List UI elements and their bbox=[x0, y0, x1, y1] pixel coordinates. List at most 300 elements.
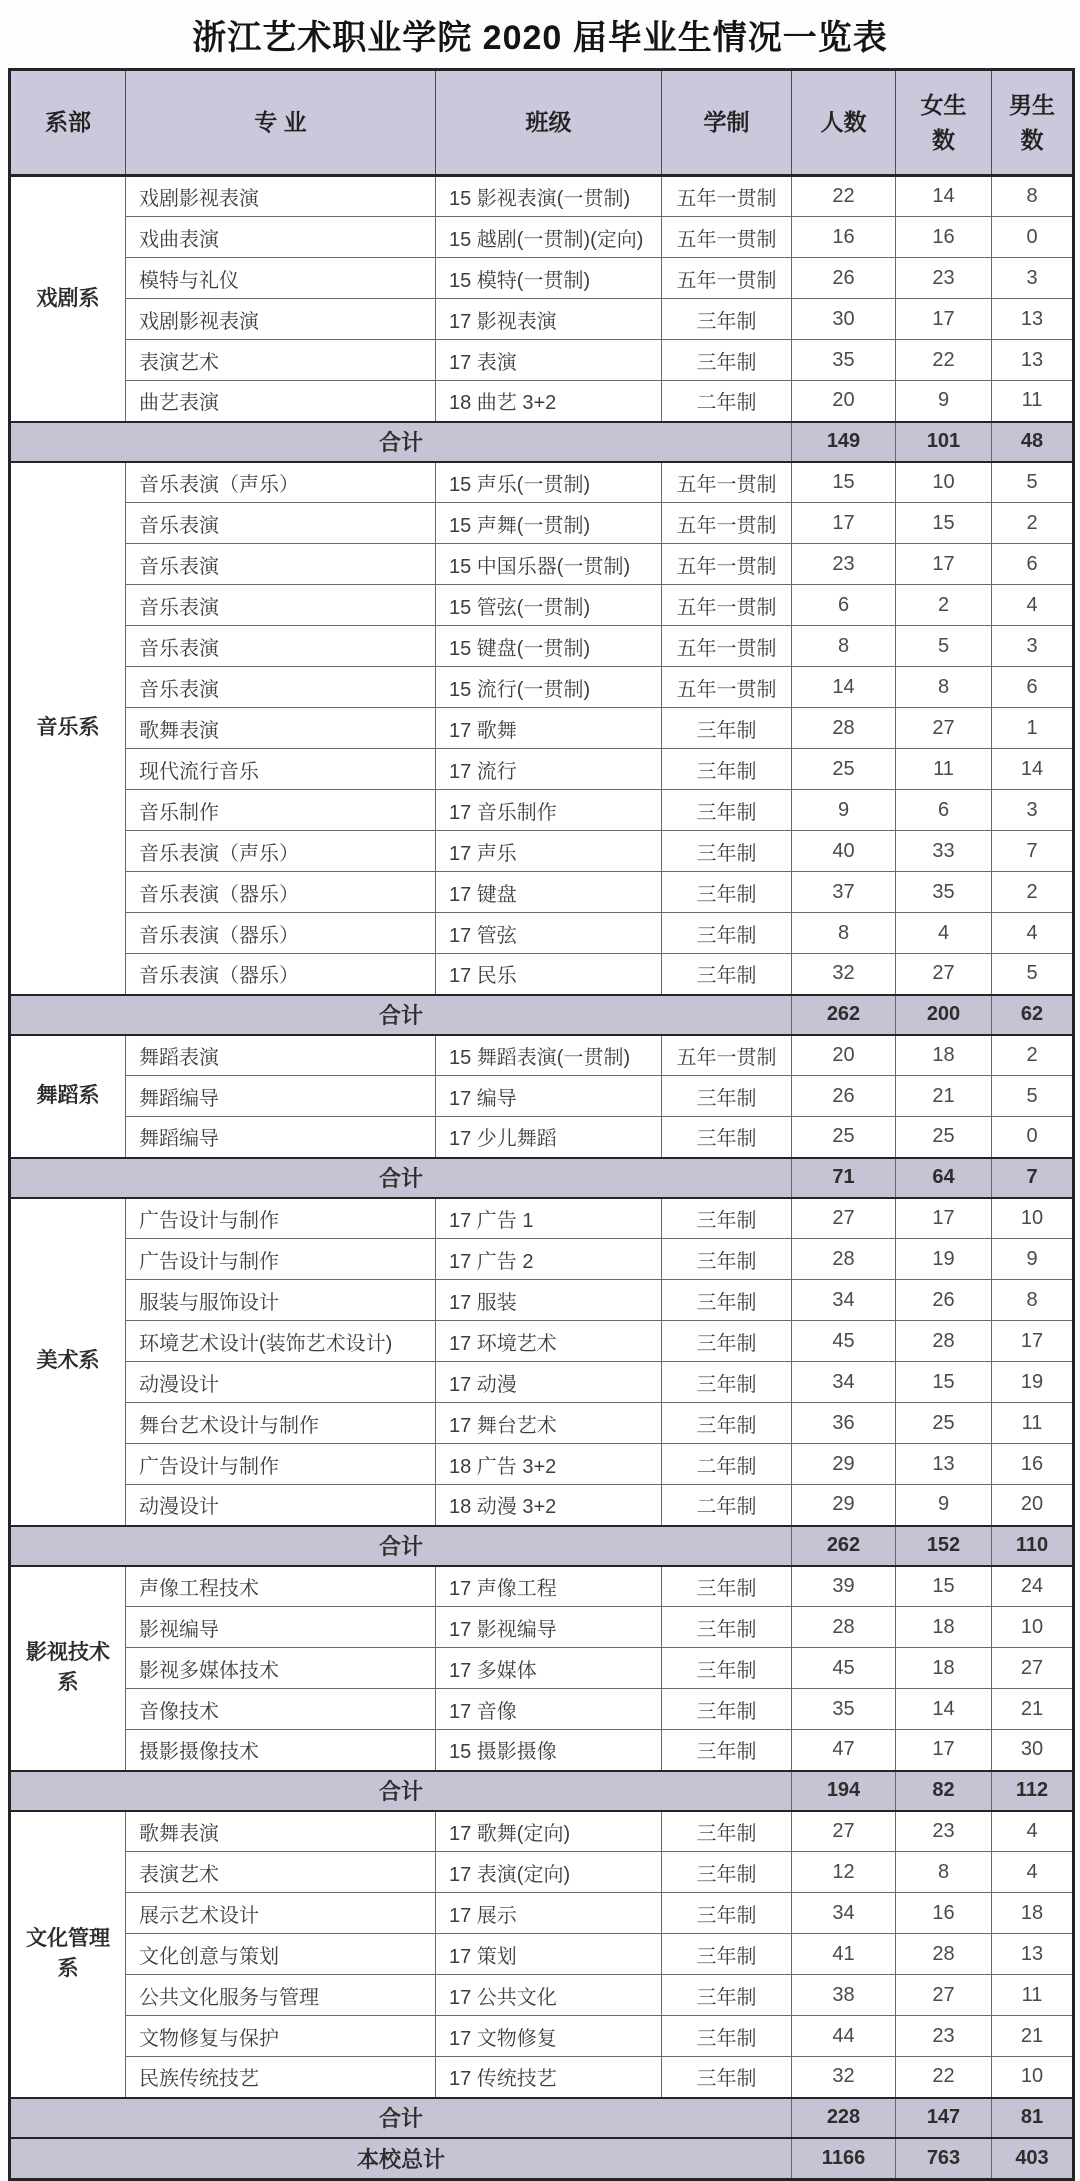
subtotal-male-cell: 81 bbox=[992, 2098, 1074, 2138]
female-cell: 22 bbox=[896, 340, 992, 381]
major-cell: 曲艺表演 bbox=[126, 381, 436, 422]
duration-cell: 三年制 bbox=[662, 1852, 792, 1893]
class-cell: 17 影视表演 bbox=[436, 299, 662, 340]
class-cell: 17 广告 2 bbox=[436, 1239, 662, 1280]
subtotal-row bbox=[10, 1158, 1074, 1198]
subtotal-label: 合计 bbox=[10, 2098, 792, 2138]
class-cell: 15 声乐(一贯制) bbox=[436, 462, 662, 503]
table-row bbox=[10, 1975, 1074, 2016]
female-cell: 21 bbox=[896, 1076, 992, 1117]
duration-cell: 五年一贯制 bbox=[662, 667, 792, 708]
class-cell: 17 文物修复 bbox=[436, 2016, 662, 2057]
major-cell: 表演艺术 bbox=[126, 1852, 436, 1893]
total-cell: 30 bbox=[792, 299, 896, 340]
female-cell: 17 bbox=[896, 544, 992, 585]
class-cell: 17 传统技艺 bbox=[436, 2057, 662, 2098]
table-row bbox=[10, 1198, 1074, 1239]
female-cell: 16 bbox=[896, 1893, 992, 1934]
major-cell: 音乐表演（器乐） bbox=[126, 913, 436, 954]
table-row bbox=[10, 340, 1074, 381]
duration-cell: 二年制 bbox=[662, 1485, 792, 1526]
male-cell: 2 bbox=[992, 503, 1074, 544]
male-cell: 11 bbox=[992, 1403, 1074, 1444]
grand-total-row bbox=[10, 2138, 1074, 2180]
major-cell: 舞蹈编导 bbox=[126, 1076, 436, 1117]
duration-cell: 三年制 bbox=[662, 1893, 792, 1934]
table-row bbox=[10, 1852, 1074, 1893]
table-row bbox=[10, 1035, 1074, 1076]
total-cell: 17 bbox=[792, 503, 896, 544]
table-row bbox=[10, 913, 1074, 954]
total-cell: 26 bbox=[792, 258, 896, 299]
duration-cell: 三年制 bbox=[662, 2016, 792, 2057]
total-cell: 36 bbox=[792, 1403, 896, 1444]
duration-cell: 三年制 bbox=[662, 749, 792, 790]
table-row bbox=[10, 1280, 1074, 1321]
major-cell: 环境艺术设计(装饰艺术设计) bbox=[126, 1321, 436, 1362]
col-header-male: 男生数 bbox=[992, 70, 1074, 176]
major-cell: 音乐制作 bbox=[126, 790, 436, 831]
class-cell: 18 曲艺 3+2 bbox=[436, 381, 662, 422]
total-cell: 32 bbox=[792, 954, 896, 995]
duration-cell: 三年制 bbox=[662, 790, 792, 831]
male-cell: 16 bbox=[992, 1444, 1074, 1485]
duration-cell: 五年一贯制 bbox=[662, 585, 792, 626]
subtotal-row bbox=[10, 422, 1074, 462]
male-cell: 3 bbox=[992, 790, 1074, 831]
duration-cell: 三年制 bbox=[662, 2057, 792, 2098]
duration-cell: 三年制 bbox=[662, 954, 792, 995]
total-cell: 32 bbox=[792, 2057, 896, 2098]
major-cell: 广告设计与制作 bbox=[126, 1444, 436, 1485]
female-cell: 10 bbox=[896, 462, 992, 503]
duration-cell: 五年一贯制 bbox=[662, 176, 792, 217]
total-cell: 25 bbox=[792, 749, 896, 790]
grand-total-cell: 1166 bbox=[792, 2138, 896, 2180]
male-cell: 4 bbox=[992, 1811, 1074, 1852]
class-cell: 18 广告 3+2 bbox=[436, 1444, 662, 1485]
male-cell: 27 bbox=[992, 1648, 1074, 1689]
female-cell: 28 bbox=[896, 1934, 992, 1975]
duration-cell: 五年一贯制 bbox=[662, 258, 792, 299]
total-cell: 45 bbox=[792, 1648, 896, 1689]
department-cell: 音乐系 bbox=[10, 462, 126, 995]
male-cell: 10 bbox=[992, 2057, 1074, 2098]
subtotal-female-cell: 152 bbox=[896, 1526, 992, 1566]
total-cell: 47 bbox=[792, 1730, 896, 1771]
department-cell: 文化管理系 bbox=[10, 1811, 126, 2098]
total-cell: 27 bbox=[792, 1198, 896, 1239]
department-cell: 戏剧系 bbox=[10, 176, 126, 422]
class-cell: 17 公共文化 bbox=[436, 1975, 662, 2016]
table-row bbox=[10, 749, 1074, 790]
female-cell: 23 bbox=[896, 1811, 992, 1852]
major-cell: 音乐表演 bbox=[126, 503, 436, 544]
table-row bbox=[10, 1239, 1074, 1280]
major-cell: 音乐表演（器乐） bbox=[126, 954, 436, 995]
female-cell: 33 bbox=[896, 831, 992, 872]
class-cell: 17 广告 1 bbox=[436, 1198, 662, 1239]
female-cell: 8 bbox=[896, 1852, 992, 1893]
female-cell: 22 bbox=[896, 2057, 992, 2098]
male-cell: 30 bbox=[992, 1730, 1074, 1771]
male-cell: 5 bbox=[992, 462, 1074, 503]
subtotal-female-cell: 147 bbox=[896, 2098, 992, 2138]
female-cell: 14 bbox=[896, 1689, 992, 1730]
total-cell: 20 bbox=[792, 1035, 896, 1076]
class-cell: 15 模特(一贯制) bbox=[436, 258, 662, 299]
table-row bbox=[10, 708, 1074, 749]
class-cell: 17 音乐制作 bbox=[436, 790, 662, 831]
total-cell: 22 bbox=[792, 176, 896, 217]
table-row bbox=[10, 544, 1074, 585]
duration-cell: 三年制 bbox=[662, 1607, 792, 1648]
female-cell: 15 bbox=[896, 503, 992, 544]
table-row bbox=[10, 872, 1074, 913]
duration-cell: 三年制 bbox=[662, 1280, 792, 1321]
major-cell: 音乐表演 bbox=[126, 667, 436, 708]
male-cell: 2 bbox=[992, 872, 1074, 913]
table-row bbox=[10, 217, 1074, 258]
class-cell: 17 音像 bbox=[436, 1689, 662, 1730]
class-cell: 18 动漫 3+2 bbox=[436, 1485, 662, 1526]
major-cell: 动漫设计 bbox=[126, 1485, 436, 1526]
class-cell: 17 声像工程 bbox=[436, 1566, 662, 1607]
subtotal-total-cell: 262 bbox=[792, 995, 896, 1035]
table-row bbox=[10, 2016, 1074, 2057]
class-cell: 17 歌舞(定向) bbox=[436, 1811, 662, 1852]
female-cell: 25 bbox=[896, 1117, 992, 1158]
duration-cell: 三年制 bbox=[662, 340, 792, 381]
male-cell: 7 bbox=[992, 831, 1074, 872]
major-cell: 文物修复与保护 bbox=[126, 2016, 436, 2057]
table-row bbox=[10, 462, 1074, 503]
male-cell: 19 bbox=[992, 1362, 1074, 1403]
class-cell: 17 多媒体 bbox=[436, 1648, 662, 1689]
male-cell: 4 bbox=[992, 585, 1074, 626]
female-cell: 6 bbox=[896, 790, 992, 831]
duration-cell: 三年制 bbox=[662, 1934, 792, 1975]
subtotal-female-cell: 64 bbox=[896, 1158, 992, 1198]
male-cell: 9 bbox=[992, 1239, 1074, 1280]
female-cell: 18 bbox=[896, 1607, 992, 1648]
major-cell: 舞蹈表演 bbox=[126, 1035, 436, 1076]
major-cell: 戏剧影视表演 bbox=[126, 299, 436, 340]
table-row bbox=[10, 1811, 1074, 1852]
male-cell: 0 bbox=[992, 217, 1074, 258]
table-row bbox=[10, 667, 1074, 708]
col-header-department: 系部 bbox=[10, 70, 126, 176]
total-cell: 45 bbox=[792, 1321, 896, 1362]
subtotal-label: 合计 bbox=[10, 422, 792, 462]
total-cell: 29 bbox=[792, 1444, 896, 1485]
class-cell: 15 声舞(一贯制) bbox=[436, 503, 662, 544]
class-cell: 17 少儿舞蹈 bbox=[436, 1117, 662, 1158]
table-row bbox=[10, 1934, 1074, 1975]
major-cell: 戏曲表演 bbox=[126, 217, 436, 258]
male-cell: 1 bbox=[992, 708, 1074, 749]
total-cell: 9 bbox=[792, 790, 896, 831]
subtotal-total-cell: 71 bbox=[792, 1158, 896, 1198]
total-cell: 44 bbox=[792, 2016, 896, 2057]
subtotal-male-cell: 62 bbox=[992, 995, 1074, 1035]
table-row bbox=[10, 1403, 1074, 1444]
duration-cell: 五年一贯制 bbox=[662, 217, 792, 258]
duration-cell: 三年制 bbox=[662, 1321, 792, 1362]
total-cell: 20 bbox=[792, 381, 896, 422]
table-header bbox=[10, 70, 1074, 176]
class-cell: 15 舞蹈表演(一贯制) bbox=[436, 1035, 662, 1076]
table-row bbox=[10, 1321, 1074, 1362]
duration-cell: 五年一贯制 bbox=[662, 626, 792, 667]
subtotal-row bbox=[10, 1526, 1074, 1566]
total-cell: 23 bbox=[792, 544, 896, 585]
duration-cell: 三年制 bbox=[662, 913, 792, 954]
duration-cell: 三年制 bbox=[662, 1198, 792, 1239]
male-cell: 10 bbox=[992, 1198, 1074, 1239]
male-cell: 4 bbox=[992, 1852, 1074, 1893]
class-cell: 17 动漫 bbox=[436, 1362, 662, 1403]
subtotal-total-cell: 262 bbox=[792, 1526, 896, 1566]
table-row bbox=[10, 1076, 1074, 1117]
subtotal-label: 合计 bbox=[10, 995, 792, 1035]
duration-cell: 三年制 bbox=[662, 708, 792, 749]
department-cell: 美术系 bbox=[10, 1198, 126, 1526]
major-cell: 动漫设计 bbox=[126, 1362, 436, 1403]
grand-male-cell: 403 bbox=[992, 2138, 1074, 2180]
duration-cell: 五年一贯制 bbox=[662, 1035, 792, 1076]
table-row bbox=[10, 2057, 1074, 2098]
total-cell: 37 bbox=[792, 872, 896, 913]
major-cell: 影视编导 bbox=[126, 1607, 436, 1648]
duration-cell: 三年制 bbox=[662, 1117, 792, 1158]
total-cell: 39 bbox=[792, 1566, 896, 1607]
female-cell: 4 bbox=[896, 913, 992, 954]
female-cell: 27 bbox=[896, 1975, 992, 2016]
duration-cell: 三年制 bbox=[662, 1811, 792, 1852]
subtotal-row bbox=[10, 2098, 1074, 2138]
total-cell: 8 bbox=[792, 913, 896, 954]
male-cell: 2 bbox=[992, 1035, 1074, 1076]
class-cell: 17 服装 bbox=[436, 1280, 662, 1321]
class-cell: 17 环境艺术 bbox=[436, 1321, 662, 1362]
major-cell: 音乐表演 bbox=[126, 544, 436, 585]
department-cell: 舞蹈系 bbox=[10, 1035, 126, 1158]
class-cell: 17 编导 bbox=[436, 1076, 662, 1117]
duration-cell: 五年一贯制 bbox=[662, 544, 792, 585]
male-cell: 13 bbox=[992, 1934, 1074, 1975]
total-cell: 34 bbox=[792, 1362, 896, 1403]
male-cell: 14 bbox=[992, 749, 1074, 790]
page-title: 浙江艺术职业学院 2020 届毕业生情况一览表 bbox=[192, 19, 888, 57]
major-cell: 摄影摄像技术 bbox=[126, 1730, 436, 1771]
subtotal-label: 合计 bbox=[10, 1526, 792, 1566]
table-row bbox=[10, 1566, 1074, 1607]
class-cell: 15 影视表演(一贯制) bbox=[436, 176, 662, 217]
female-cell: 2 bbox=[896, 585, 992, 626]
total-cell: 35 bbox=[792, 1689, 896, 1730]
major-cell: 舞台艺术设计与制作 bbox=[126, 1403, 436, 1444]
male-cell: 4 bbox=[992, 913, 1074, 954]
class-cell: 15 越剧(一贯制)(定向) bbox=[436, 217, 662, 258]
class-cell: 17 民乐 bbox=[436, 954, 662, 995]
male-cell: 21 bbox=[992, 2016, 1074, 2057]
class-cell: 17 歌舞 bbox=[436, 708, 662, 749]
subtotal-male-cell: 112 bbox=[992, 1771, 1074, 1811]
female-cell: 26 bbox=[896, 1280, 992, 1321]
female-cell: 15 bbox=[896, 1566, 992, 1607]
total-cell: 34 bbox=[792, 1280, 896, 1321]
subtotal-total-cell: 194 bbox=[792, 1771, 896, 1811]
male-cell: 17 bbox=[992, 1321, 1074, 1362]
male-cell: 5 bbox=[992, 954, 1074, 995]
class-cell: 17 表演 bbox=[436, 340, 662, 381]
subtotal-label: 合计 bbox=[10, 1771, 792, 1811]
table-row bbox=[10, 1730, 1074, 1771]
major-cell: 音像技术 bbox=[126, 1689, 436, 1730]
major-cell: 广告设计与制作 bbox=[126, 1239, 436, 1280]
male-cell: 24 bbox=[992, 1566, 1074, 1607]
male-cell: 13 bbox=[992, 340, 1074, 381]
table-row bbox=[10, 626, 1074, 667]
major-cell: 民族传统技艺 bbox=[126, 2057, 436, 2098]
subtotal-row bbox=[10, 995, 1074, 1035]
female-cell: 19 bbox=[896, 1239, 992, 1280]
major-cell: 模特与礼仪 bbox=[126, 258, 436, 299]
male-cell: 6 bbox=[992, 667, 1074, 708]
major-cell: 声像工程技术 bbox=[126, 1566, 436, 1607]
male-cell: 11 bbox=[992, 381, 1074, 422]
female-cell: 17 bbox=[896, 1198, 992, 1239]
class-cell: 15 流行(一贯制) bbox=[436, 667, 662, 708]
subtotal-row bbox=[10, 1771, 1074, 1811]
total-cell: 28 bbox=[792, 1239, 896, 1280]
male-cell: 18 bbox=[992, 1893, 1074, 1934]
female-cell: 18 bbox=[896, 1648, 992, 1689]
duration-cell: 三年制 bbox=[662, 1689, 792, 1730]
subtotal-female-cell: 82 bbox=[896, 1771, 992, 1811]
female-cell: 28 bbox=[896, 1321, 992, 1362]
male-cell: 10 bbox=[992, 1607, 1074, 1648]
total-cell: 27 bbox=[792, 1811, 896, 1852]
female-cell: 9 bbox=[896, 1485, 992, 1526]
class-cell: 17 展示 bbox=[436, 1893, 662, 1934]
class-cell: 17 表演(定向) bbox=[436, 1852, 662, 1893]
duration-cell: 三年制 bbox=[662, 1648, 792, 1689]
total-cell: 28 bbox=[792, 708, 896, 749]
total-cell: 14 bbox=[792, 667, 896, 708]
duration-cell: 三年制 bbox=[662, 872, 792, 913]
grand-female-cell: 763 bbox=[896, 2138, 992, 2180]
female-cell: 17 bbox=[896, 299, 992, 340]
female-cell: 27 bbox=[896, 954, 992, 995]
female-cell: 27 bbox=[896, 708, 992, 749]
female-cell: 9 bbox=[896, 381, 992, 422]
female-cell: 18 bbox=[896, 1035, 992, 1076]
table-body bbox=[10, 176, 1074, 2180]
table-row bbox=[10, 1648, 1074, 1689]
male-cell: 21 bbox=[992, 1689, 1074, 1730]
table-row bbox=[10, 585, 1074, 626]
total-cell: 25 bbox=[792, 1117, 896, 1158]
female-cell: 16 bbox=[896, 217, 992, 258]
major-cell: 现代流行音乐 bbox=[126, 749, 436, 790]
col-header-duration: 学制 bbox=[662, 70, 792, 176]
major-cell: 音乐表演（声乐） bbox=[126, 462, 436, 503]
table-row bbox=[10, 1893, 1074, 1934]
table-row bbox=[10, 299, 1074, 340]
table-row bbox=[10, 1689, 1074, 1730]
duration-cell: 三年制 bbox=[662, 1975, 792, 2016]
total-cell: 41 bbox=[792, 1934, 896, 1975]
class-cell: 15 管弦(一贯制) bbox=[436, 585, 662, 626]
table-row bbox=[10, 790, 1074, 831]
total-cell: 16 bbox=[792, 217, 896, 258]
class-cell: 17 影视编导 bbox=[436, 1607, 662, 1648]
major-cell: 表演艺术 bbox=[126, 340, 436, 381]
table-row bbox=[10, 1117, 1074, 1158]
subtotal-label: 合计 bbox=[10, 1158, 792, 1198]
total-cell: 34 bbox=[792, 1893, 896, 1934]
table-row bbox=[10, 176, 1074, 217]
duration-cell: 三年制 bbox=[662, 1076, 792, 1117]
male-cell: 6 bbox=[992, 544, 1074, 585]
col-header-class: 班级 bbox=[436, 70, 662, 176]
total-cell: 35 bbox=[792, 340, 896, 381]
male-cell: 13 bbox=[992, 299, 1074, 340]
class-cell: 15 键盘(一贯制) bbox=[436, 626, 662, 667]
duration-cell: 三年制 bbox=[662, 299, 792, 340]
major-cell: 歌舞表演 bbox=[126, 708, 436, 749]
duration-cell: 五年一贯制 bbox=[662, 503, 792, 544]
major-cell: 舞蹈编导 bbox=[126, 1117, 436, 1158]
table-row bbox=[10, 1485, 1074, 1526]
table-row bbox=[10, 1362, 1074, 1403]
major-cell: 展示艺术设计 bbox=[126, 1893, 436, 1934]
subtotal-male-cell: 110 bbox=[992, 1526, 1074, 1566]
female-cell: 5 bbox=[896, 626, 992, 667]
female-cell: 14 bbox=[896, 176, 992, 217]
major-cell: 公共文化服务与管理 bbox=[126, 1975, 436, 2016]
total-cell: 6 bbox=[792, 585, 896, 626]
subtotal-female-cell: 200 bbox=[896, 995, 992, 1035]
female-cell: 11 bbox=[896, 749, 992, 790]
class-cell: 17 流行 bbox=[436, 749, 662, 790]
duration-cell: 二年制 bbox=[662, 381, 792, 422]
department-cell: 影视技术系 bbox=[10, 1566, 126, 1771]
major-cell: 广告设计与制作 bbox=[126, 1198, 436, 1239]
male-cell: 11 bbox=[992, 1975, 1074, 2016]
header-row bbox=[10, 70, 1074, 176]
class-cell: 17 声乐 bbox=[436, 831, 662, 872]
major-cell: 服装与服饰设计 bbox=[126, 1280, 436, 1321]
major-cell: 歌舞表演 bbox=[126, 1811, 436, 1852]
major-cell: 影视多媒体技术 bbox=[126, 1648, 436, 1689]
female-cell: 35 bbox=[896, 872, 992, 913]
total-cell: 26 bbox=[792, 1076, 896, 1117]
male-cell: 8 bbox=[992, 176, 1074, 217]
total-cell: 15 bbox=[792, 462, 896, 503]
major-cell: 文化创意与策划 bbox=[126, 1934, 436, 1975]
grand-total-label: 本校总计 bbox=[10, 2138, 792, 2180]
subtotal-male-cell: 7 bbox=[992, 1158, 1074, 1198]
class-cell: 17 舞台艺术 bbox=[436, 1403, 662, 1444]
col-header-total: 人数 bbox=[792, 70, 896, 176]
male-cell: 20 bbox=[992, 1485, 1074, 1526]
duration-cell: 三年制 bbox=[662, 1403, 792, 1444]
male-cell: 0 bbox=[992, 1117, 1074, 1158]
male-cell: 5 bbox=[992, 1076, 1074, 1117]
